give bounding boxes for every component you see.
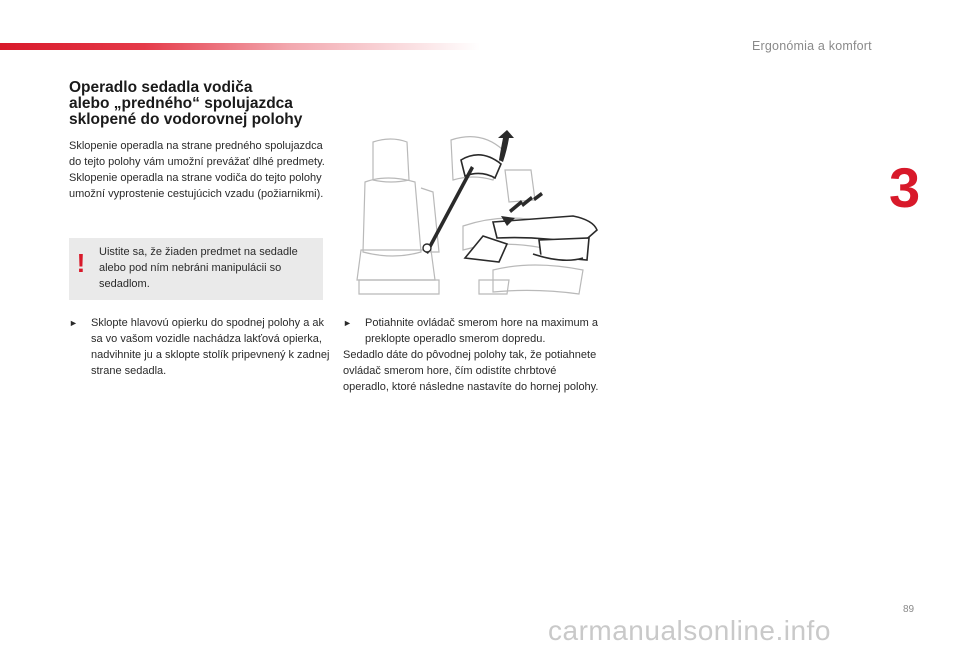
step-1-item [69,315,331,379]
heading-line-2: alebo „predného“ spolujazdca [69,95,293,112]
intro-paragraph-2: Sklopenie operadla na strane vodiča do tejto polohy umožní vyprostenie cestujúcich vzadu (požiarnikmi). [69,172,324,200]
step-2-text: Potiahnite ovládač smerom hore na maximum a preklopte operadlo smerom dopredu. [365,317,598,345]
step-2 [343,315,605,395]
exclamation-icon: ! [76,248,86,278]
page-heading [69,80,339,128]
step-1 [69,315,331,379]
step-1-text: Sklopte hlavovú opierku do spodnej polohy a ak sa vo vašom vozidle nachádza lakťová opierka, nadvihnite ju a sklopte stolík pripevnený k zadnej strane sedadla. [91,317,330,377]
warning-box [69,238,323,300]
bullet-arrow-icon: ► [69,318,78,328]
heading-line-1: Operadlo sedadla vodiča [69,79,253,96]
seat-illustration [343,130,601,302]
intro-text [69,138,331,202]
page-number: 89 [903,604,915,615]
heading-line-3: sklopené do vodorovnej polohy [69,111,303,128]
section-title: Ergonómia a komfort [752,39,872,53]
warning-text: Uistite sa, že žiaden predmet na sedadle alebo pod ním nebráni manipulácii so sedadlom. [99,246,298,290]
bullet-arrow-icon: ► [343,318,352,328]
step-2-item [343,315,605,347]
header-accent-bar [0,43,480,50]
step-2-note: Sedadlo dáte do pôvodnej polohy tak, že potiahnete ovládač smerom hore, čím odistíte chrbtové operadlo, ktoré následne nastavíte do hornej polohy. [343,349,599,393]
intro-paragraph-1: Sklopenie operadla na strane predného spolujazdca do tejto polohy vám umožní prevážať dlhé predmety. [69,140,325,168]
chapter-number: 3 [889,156,921,219]
watermark: carmanualsonline.info [548,615,831,646]
